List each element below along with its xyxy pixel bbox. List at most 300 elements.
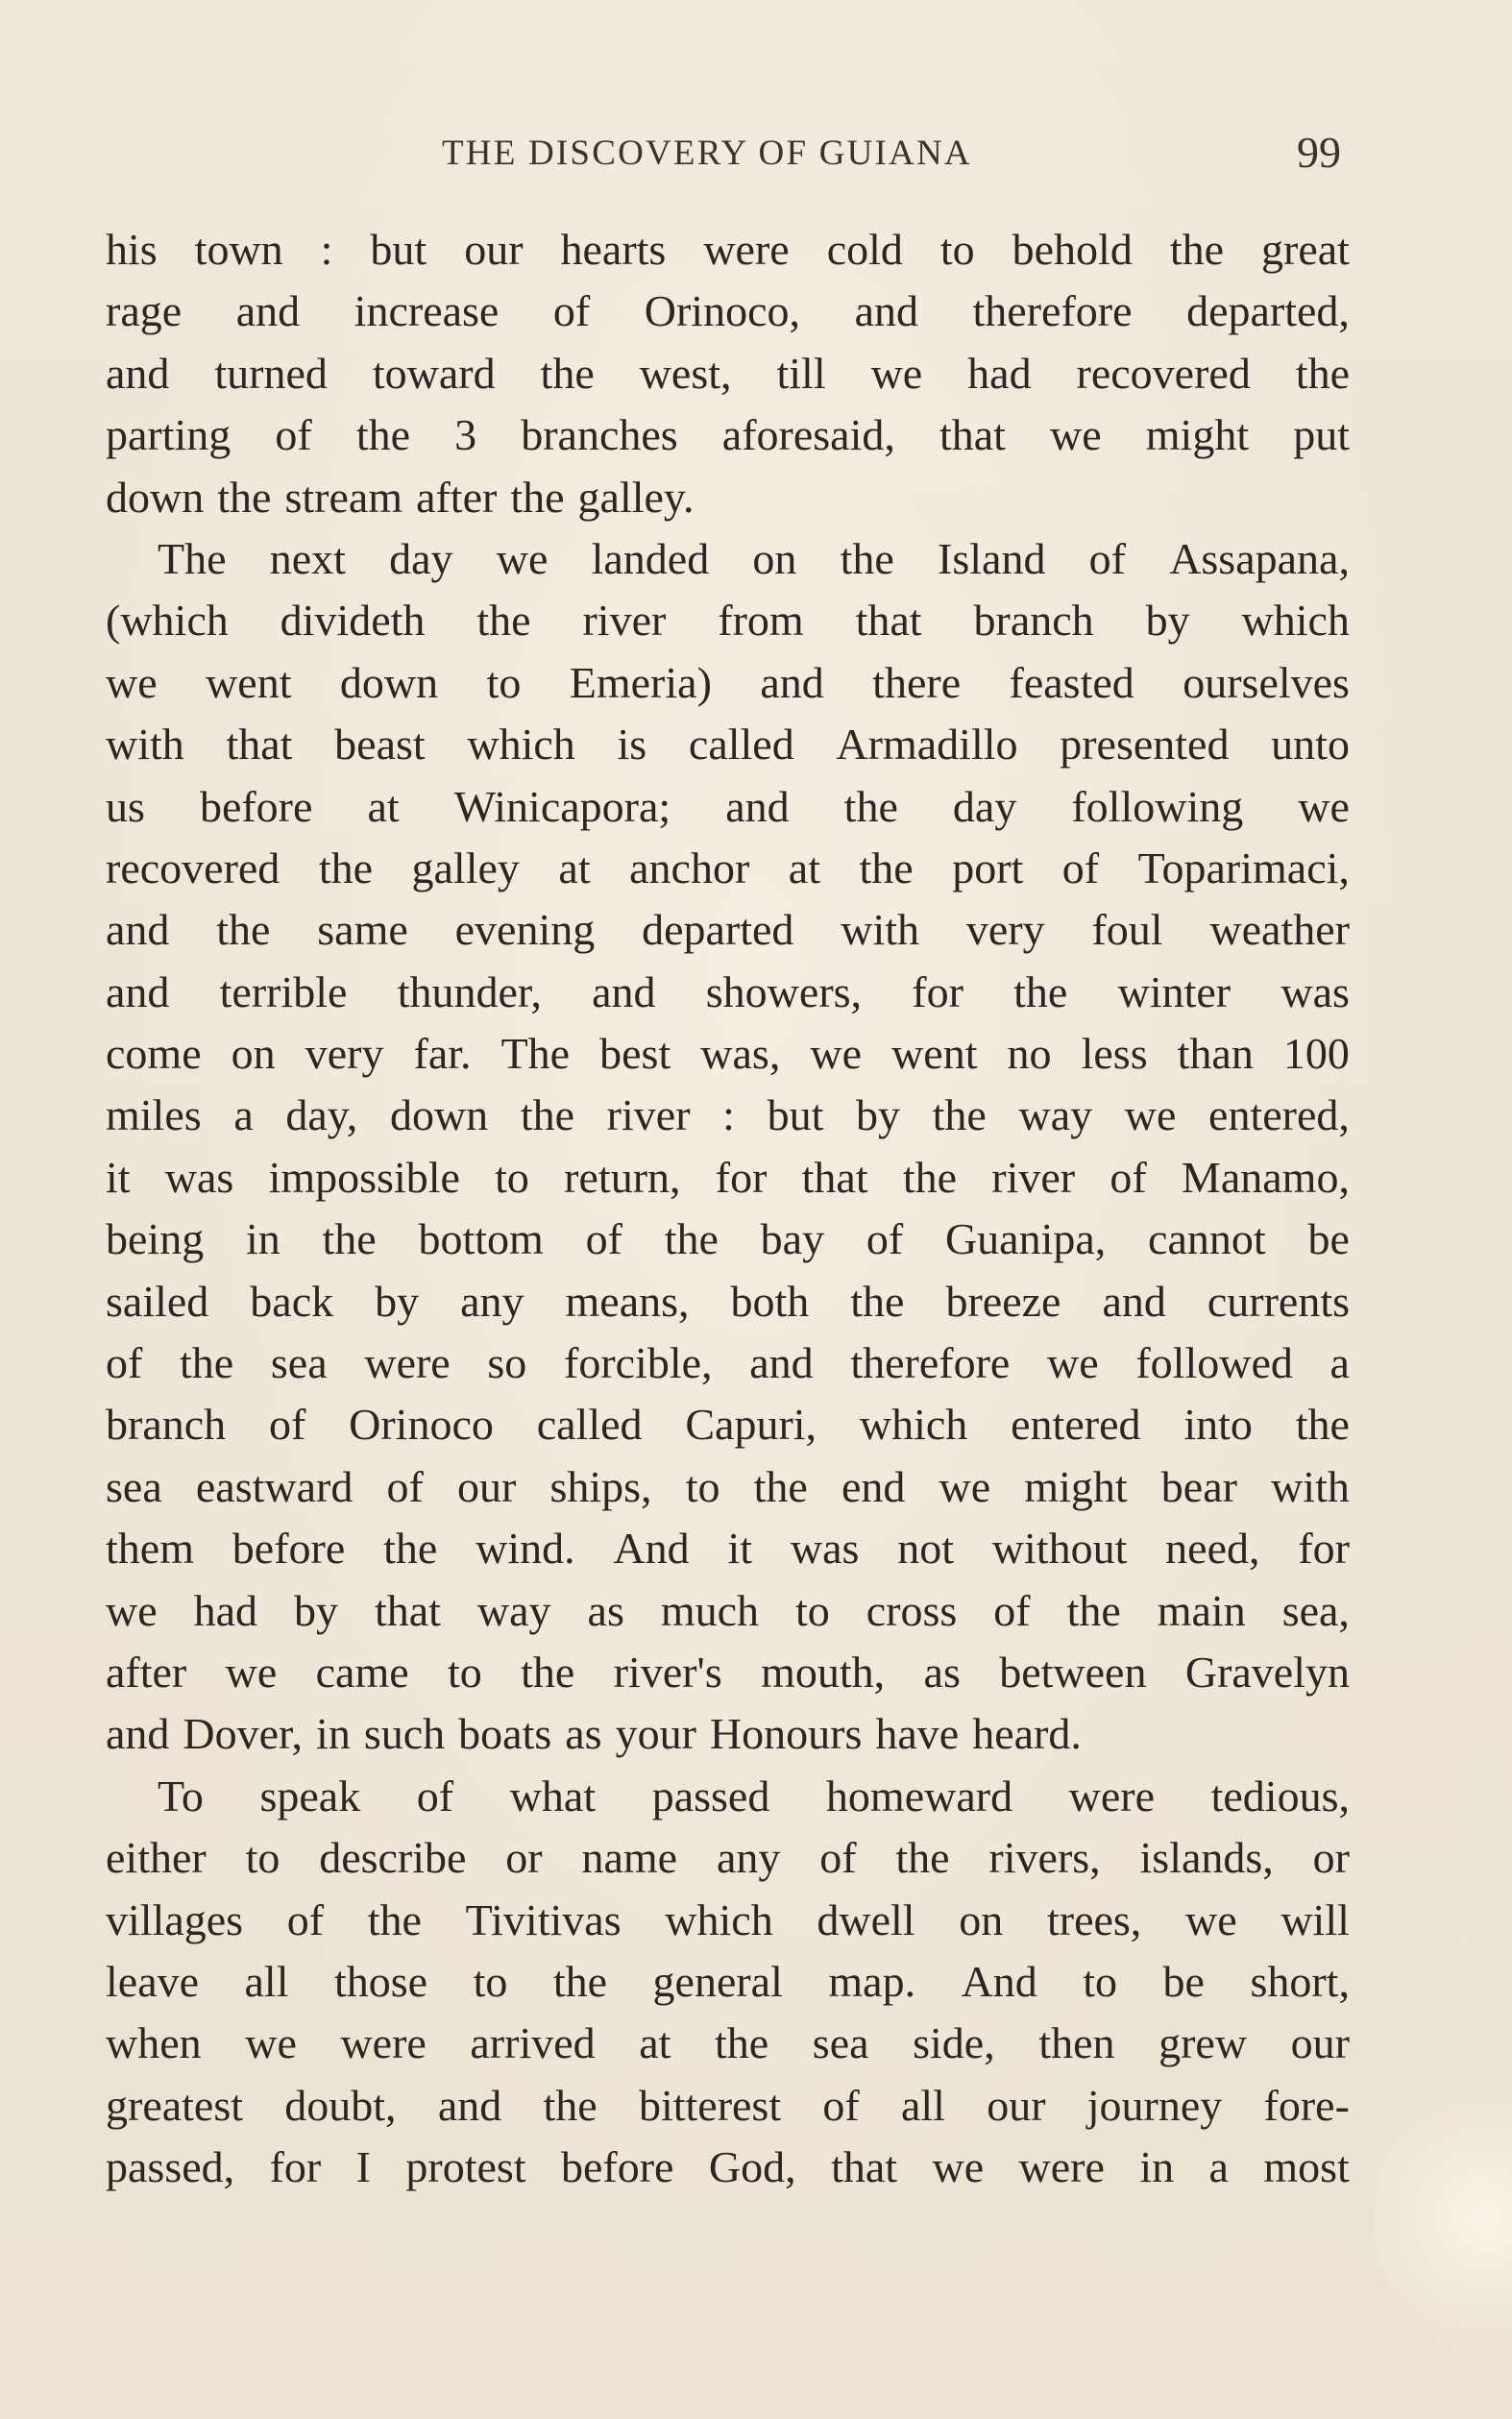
word: on [231, 1029, 276, 1079]
word: beast [334, 720, 426, 770]
word: and [725, 781, 790, 831]
text-line [106, 2075, 1350, 2137]
word: no [1007, 1029, 1052, 1079]
word: arrived [470, 2018, 596, 2068]
word: that [374, 1585, 441, 1635]
word: down [339, 657, 439, 707]
word: (which [106, 596, 229, 646]
word: presented [1060, 720, 1230, 770]
word: river [991, 1152, 1076, 1202]
word: following [1071, 781, 1244, 831]
word: without [991, 1524, 1128, 1574]
word: the [715, 2018, 769, 2068]
word: after [106, 1647, 187, 1697]
word: trees, [1046, 1894, 1142, 1944]
word: were [1068, 1771, 1156, 1820]
word: the [520, 1090, 575, 1140]
word: much [660, 1585, 760, 1635]
word: toward [372, 348, 496, 398]
word: name [581, 1833, 678, 1883]
word: great [1261, 225, 1350, 274]
word: way [476, 1585, 551, 1635]
word: which [1241, 596, 1350, 646]
word: as [565, 1709, 602, 1759]
word: any [716, 1833, 781, 1883]
word: protest [405, 2142, 526, 2192]
word: I [355, 2142, 371, 2192]
word: the [1169, 225, 1225, 274]
text-line [106, 1951, 1350, 2013]
word: it [727, 1524, 753, 1574]
word: from [718, 596, 804, 646]
word: foul [1091, 905, 1163, 955]
word: the [367, 1894, 422, 1944]
word: of [585, 1214, 622, 1264]
word: had [967, 348, 1032, 398]
word: by [375, 1276, 420, 1326]
word: back [250, 1276, 334, 1326]
word: recovered [1076, 348, 1251, 398]
word: therefore [972, 286, 1133, 336]
word: boats [458, 1709, 552, 1759]
word: we [496, 533, 549, 583]
word: might [1145, 410, 1250, 460]
word: between [999, 1647, 1147, 1697]
word: islands, [1139, 1833, 1274, 1883]
text-line [106, 1766, 1350, 1827]
word: have [875, 1709, 960, 1759]
word: far. [413, 1029, 472, 1079]
word: the [217, 472, 272, 522]
text-line [106, 281, 1350, 342]
word: and [106, 348, 170, 398]
word: the [318, 843, 374, 892]
word: but [370, 225, 427, 274]
word: our [987, 2080, 1046, 2130]
text-line [106, 1147, 1350, 1209]
word: of [275, 410, 312, 460]
word: the [552, 1956, 608, 2006]
word: of [993, 1585, 1031, 1635]
text-line [106, 1456, 1350, 1518]
word: that [801, 1152, 868, 1202]
word: The [500, 1029, 571, 1079]
word: our [1290, 2018, 1350, 2068]
word: there [872, 657, 962, 707]
word: the [355, 410, 411, 460]
word: and [592, 966, 656, 1016]
word: and [760, 657, 824, 707]
word: came [315, 1647, 409, 1697]
word: were [364, 1338, 451, 1388]
word: with [841, 905, 920, 955]
word: your [615, 1709, 696, 1759]
word: on [752, 533, 797, 583]
word: which [467, 720, 575, 770]
word: come [106, 1029, 202, 1079]
word: the [383, 1524, 438, 1574]
word: the [895, 1833, 950, 1883]
word: day, [285, 1090, 358, 1140]
word: river [582, 596, 667, 646]
word: and [854, 286, 918, 336]
word: the [850, 1276, 905, 1326]
word: Tivitivas [465, 1894, 622, 1944]
word: and [437, 2080, 502, 2130]
word: we [932, 2142, 985, 2192]
word: bottom [418, 1214, 544, 1264]
word: till [776, 348, 826, 398]
word: any [460, 1276, 524, 1326]
word: map. [828, 1956, 916, 2006]
word: and [749, 1338, 814, 1388]
word: landed [591, 533, 710, 583]
word: Gravelyn [1184, 1647, 1350, 1697]
word: the [322, 1214, 377, 1264]
word: rage [106, 286, 183, 336]
body-text [106, 219, 1350, 2199]
word: ships, [549, 1461, 652, 1511]
word: villages [106, 1894, 244, 1944]
word: or [1312, 1833, 1350, 1883]
word: entered [1011, 1400, 1141, 1450]
word: for [269, 2142, 322, 2192]
word: town [194, 225, 283, 274]
word: Guanipa, [944, 1214, 1107, 1264]
word: ourselves [1183, 657, 1350, 707]
word: was [790, 1524, 860, 1574]
word: we [1298, 781, 1350, 831]
word: were [1018, 2142, 1105, 2192]
word: same [317, 905, 408, 955]
word: we [1124, 1090, 1177, 1140]
word: our [456, 1461, 517, 1511]
word: then [1038, 2018, 1115, 2068]
word: of [268, 1400, 306, 1450]
text-line [106, 1209, 1350, 1270]
word: eastward [195, 1461, 354, 1511]
word: Honours [709, 1709, 863, 1759]
word: we [245, 2018, 297, 2068]
word: we [870, 348, 923, 398]
text-line [106, 1085, 1350, 1146]
word: we [1050, 410, 1102, 460]
word: cross [866, 1585, 958, 1635]
word: winter [1117, 966, 1232, 1016]
word: end [841, 1461, 906, 1511]
word: of [1088, 533, 1126, 583]
word: down [106, 472, 205, 522]
word: Manamo, [1181, 1152, 1350, 1202]
text-line [106, 838, 1350, 899]
word: side, [913, 2018, 995, 2068]
word: to [1083, 1956, 1118, 2006]
word: after [416, 472, 498, 522]
word: went [206, 657, 292, 707]
word: galley. [577, 472, 695, 522]
word: those [333, 1956, 428, 2006]
word: the [932, 1090, 987, 1140]
word: bear [1160, 1461, 1237, 1511]
text-line [106, 899, 1350, 961]
text-line [106, 1890, 1350, 1951]
word: evening [454, 905, 596, 955]
word: anchor [629, 843, 750, 892]
word: we [225, 1647, 278, 1697]
word: the [1295, 348, 1350, 398]
word: grew [1158, 2018, 1248, 2068]
word: Armadillo [836, 720, 1018, 770]
text-line [106, 1642, 1350, 1703]
word: day [389, 533, 453, 583]
word: a [1208, 2142, 1229, 2192]
word: of [552, 286, 591, 336]
word: all [244, 1956, 289, 2006]
word: : [320, 225, 333, 274]
word: and [106, 1709, 170, 1759]
word: his [106, 225, 158, 274]
word: the [1066, 1585, 1121, 1635]
word: it [106, 1152, 131, 1202]
word: speak [259, 1771, 361, 1820]
word: best [599, 1029, 671, 1079]
word: weather [1209, 905, 1350, 955]
word: at [788, 843, 820, 892]
word: not [897, 1524, 954, 1574]
word: the [216, 905, 271, 955]
word: day [952, 781, 1017, 831]
word: recovered [106, 843, 280, 892]
word: aforesaid, [721, 410, 895, 460]
word: divideth [280, 596, 426, 646]
word: was [164, 1152, 234, 1202]
word: and [235, 286, 301, 336]
word: that [939, 410, 1006, 460]
word: : [722, 1090, 735, 1140]
word: that [831, 2142, 898, 2192]
word: the [843, 781, 898, 831]
word: terrible [219, 966, 348, 1016]
word: feasted [1009, 657, 1134, 707]
word: very [305, 1029, 384, 1079]
text-line [106, 2013, 1350, 2074]
word: Emeria) [569, 657, 712, 707]
word: river's [613, 1647, 722, 1697]
word: for [1298, 1524, 1350, 1574]
word: wind. [476, 1524, 575, 1574]
word: And [613, 1524, 690, 1574]
word: parting [106, 410, 232, 460]
word: which [859, 1400, 968, 1450]
word: all [900, 2080, 945, 2130]
word: west, [639, 348, 732, 398]
word: the [1295, 1400, 1350, 1450]
word: be [1307, 1214, 1350, 1264]
word: put [1293, 410, 1350, 460]
word: thunder, [397, 966, 542, 1016]
word: might [1024, 1461, 1128, 1511]
word: means, [565, 1276, 690, 1326]
word: to [448, 1647, 482, 1697]
word: sea, [1281, 1585, 1350, 1635]
text-line [106, 343, 1350, 404]
word: called [688, 720, 794, 770]
word: before [561, 2142, 674, 2192]
text-line [106, 590, 1350, 651]
word: forcible, [564, 1338, 713, 1388]
word: us [106, 781, 145, 831]
word: the [540, 348, 595, 398]
word: before [232, 1524, 346, 1574]
text-line [106, 1703, 1350, 1765]
text-line [106, 528, 1350, 590]
word: on [959, 1894, 1004, 1944]
word: dwell [817, 1894, 915, 1944]
word: need, [1165, 1524, 1260, 1574]
word: to [473, 1956, 508, 2006]
word: by [294, 1585, 338, 1635]
text-line [106, 776, 1350, 838]
word: was [1280, 966, 1350, 1016]
word: our [464, 225, 524, 274]
word: sea [270, 1338, 328, 1388]
word: behold [1012, 225, 1133, 274]
word: we [939, 1461, 991, 1511]
word: to [245, 1833, 280, 1883]
word: of [386, 1461, 424, 1511]
word: a [233, 1090, 254, 1140]
word: either [106, 1833, 207, 1883]
word: at [367, 781, 400, 831]
word: mouth, [761, 1647, 886, 1697]
word: which [665, 1894, 773, 1944]
word: the [180, 1338, 234, 1388]
word: by [856, 1090, 900, 1140]
text-line [106, 1518, 1350, 1579]
word: as [923, 1647, 961, 1697]
embossed-stamp [1374, 2075, 1512, 2363]
word: sea [106, 1461, 162, 1511]
word: that [855, 596, 922, 646]
running-head: THE DISCOVERY OF GUIANA [442, 134, 972, 173]
word: a [1329, 1338, 1350, 1388]
word: main [1157, 1585, 1246, 1635]
word: had [193, 1585, 258, 1635]
word: fore- [1263, 2080, 1350, 2130]
word: journey [1086, 2080, 1223, 2130]
word: the [902, 1152, 958, 1202]
word: followed [1135, 1338, 1293, 1388]
word: Toparimaci, [1137, 843, 1350, 892]
word: of [819, 1833, 857, 1883]
word: The [158, 533, 227, 583]
word: passed, [106, 2142, 235, 2192]
word: to [685, 1461, 720, 1511]
word: we [810, 1029, 863, 1079]
word: Assapana, [1169, 533, 1350, 583]
word: for [912, 966, 963, 1016]
word: branch [973, 596, 1094, 646]
word: be [1162, 1956, 1205, 2006]
word: of [866, 1214, 904, 1264]
word: the [521, 1647, 575, 1697]
word: most [1263, 2142, 1350, 2192]
word: Winicapora; [453, 781, 671, 831]
word: God, [708, 2142, 796, 2192]
word: down [389, 1090, 489, 1140]
word: And [961, 1956, 1037, 2006]
word: entered, [1208, 1090, 1350, 1140]
word: went [891, 1029, 978, 1079]
word: we [106, 657, 158, 707]
word: to [486, 657, 522, 707]
word: with [1271, 1461, 1350, 1511]
word: is [617, 720, 647, 770]
word: and [106, 905, 170, 955]
word: departed, [1186, 286, 1350, 336]
word: the [664, 1214, 719, 1264]
word: Capuri, [685, 1400, 817, 1450]
text-line [106, 1023, 1350, 1085]
word: that [226, 720, 293, 770]
word: what [509, 1771, 597, 1820]
word: breeze [945, 1276, 1061, 1326]
text-line [106, 1332, 1350, 1394]
text-line [106, 1827, 1350, 1889]
word: the [543, 2080, 597, 2130]
word: the [1013, 966, 1068, 1016]
word: the [859, 843, 914, 892]
word: 100 [1282, 1029, 1350, 1079]
word: therefore [850, 1338, 1011, 1388]
word: for [715, 1152, 768, 1202]
word: very [965, 905, 1045, 955]
word: called [536, 1400, 643, 1450]
word: them [106, 1524, 194, 1574]
word: when [106, 2018, 202, 2068]
text-line [106, 714, 1350, 775]
word: than [1177, 1029, 1254, 1079]
word: were [703, 225, 790, 274]
word: describe [319, 1833, 467, 1883]
word: sailed [106, 1276, 209, 1326]
text-line [106, 1580, 1350, 1642]
text-line [106, 2137, 1350, 2198]
word: Dover, [183, 1709, 304, 1759]
word: increase [354, 286, 500, 336]
page-number: 99 [1297, 128, 1341, 177]
word: heard. [972, 1709, 1082, 1759]
word: of [1110, 1152, 1147, 1202]
text-line [106, 1394, 1350, 1455]
word: we [1185, 1894, 1237, 1944]
word: we [106, 1585, 158, 1635]
word: next [269, 533, 346, 583]
word: and [1102, 1276, 1166, 1326]
word: branches [521, 410, 678, 460]
word: to [939, 225, 975, 274]
text-line [106, 404, 1350, 466]
word: were [340, 2018, 427, 2068]
word: cannot [1148, 1214, 1266, 1264]
word: the [476, 596, 531, 646]
word: Island [938, 533, 1046, 583]
word: of [416, 1771, 454, 1820]
word: the [753, 1461, 808, 1511]
word: To [158, 1771, 204, 1820]
word: in [245, 1214, 280, 1264]
word: hearts [560, 225, 667, 274]
